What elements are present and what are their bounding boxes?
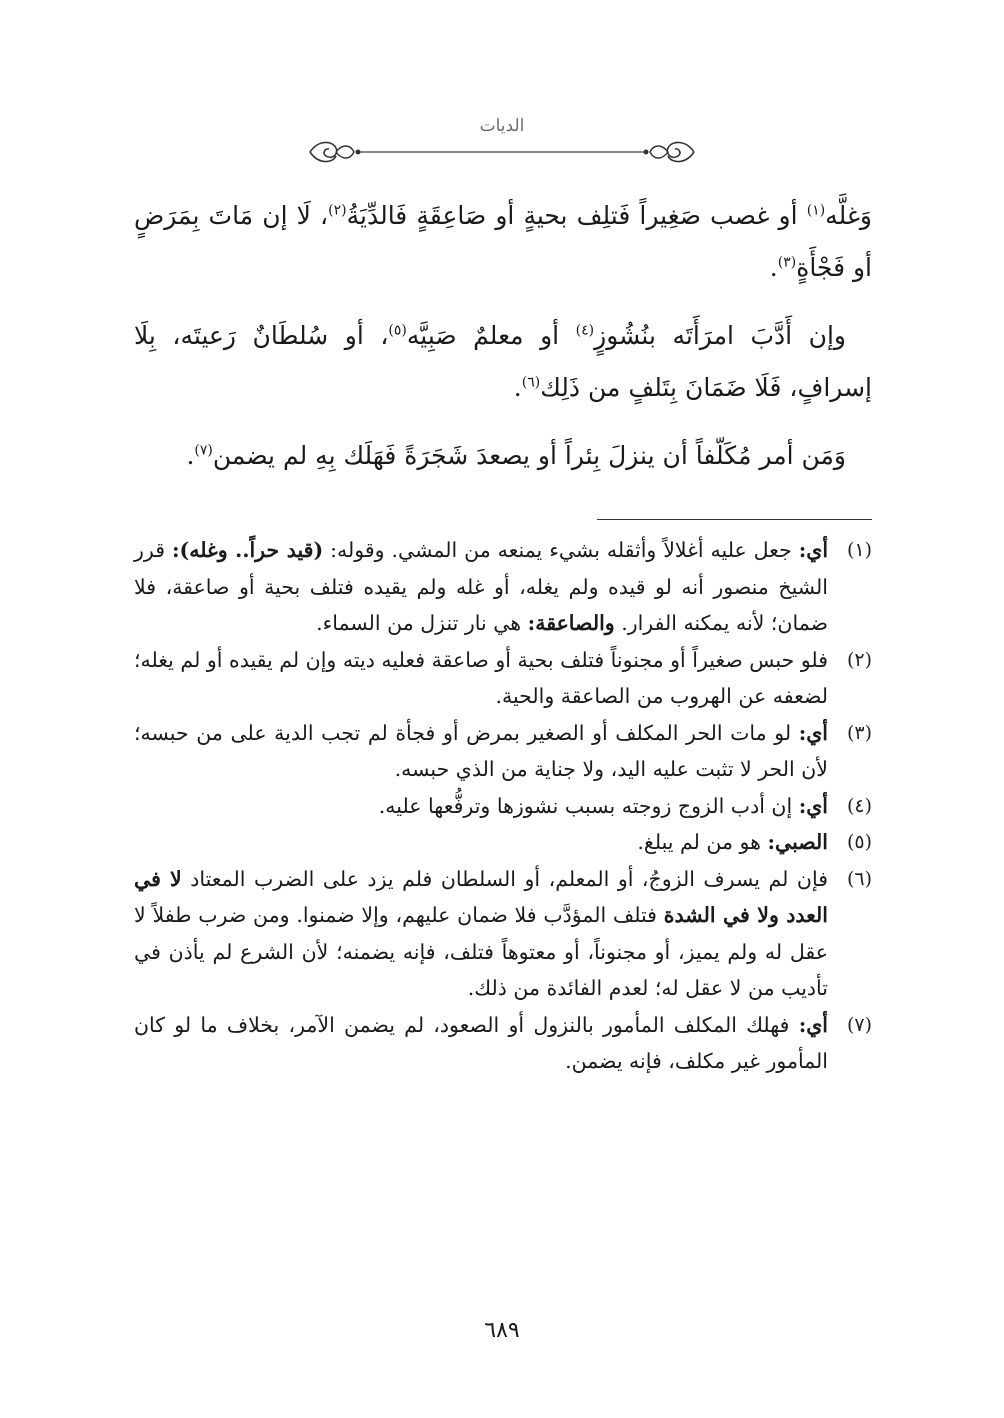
footnote-1: (١) أي: جعل عليه أغلالاً وأثقله بشيء يمنعه من المشي. وقوله: (قيد حراً.. وغله): قرر الشيخ منصور أنه لو قيده ولم يغله، أو غله ولم يقيده فتلف بحية أو صاعقة، فلا ضمان؛ لأنه يمكنه الفرار. والصاعقة: هي نار تنزل من السماء. <box>134 532 872 642</box>
main-paragraph-1: وَغلَّه$^{(١)}$ أو غصب صَغِيراً فَتلِف بحيةٍ أو صَاعِقَةٍ فَالدِّيَةُ$^{(٢)}$، لَا إن مَاتَ بِمَرَضٍ أو فَجْأَةٍ$^{(٣)}$. <box>134 201 872 282</box>
footnote-ref-1[interactable]: (١) <box>806 202 826 219</box>
page-number: ٦٨٩ <box>484 1318 520 1343</box>
footnote-4: (٤) أي: إن أدب الزوج زوجته بسبب نشوزها وترفُّعها عليه. <box>134 788 872 825</box>
footnote-number: (٦) <box>846 867 872 890</box>
footnote-ref-7[interactable]: (٧) <box>194 442 213 459</box>
footnote-ref-6[interactable]: (٦) <box>521 374 541 391</box>
footnote-number: (٣) <box>846 721 872 744</box>
footnote-ref-5[interactable]: (٥) <box>388 322 407 339</box>
main-paragraph-2: وإن أَدَّبَ امرَأَتَه بنُشُوزٍ$^{(٤)}$ أو معلمٌ صَبِيَّه$^{(٥)}$، أو سُلطَانٌ رَعيتَه، بِلَا إسرافٍ، فَلَا ضَمَانَ بِتَلفٍ من ذَلِك$^{(٦)}$. <box>134 321 872 402</box>
footnotes <box>134 532 872 1080</box>
footnote-number: (٢) <box>846 648 872 671</box>
header-ornament <box>302 134 702 170</box>
footnote-7: (٧) أي: فهلك المكلف المأمور بالنزول أو الصعود، لم يضمن الآمر، بخلاف ما لو كان المأمور غير مكلف، فإنه يضمن. <box>134 1007 872 1080</box>
footnote-2: (٢) فلو حبس صغيراً أو مجنوناً فتلف بحية أو صاعقة فعليه ديته وإن لم يقيده أو لم يغله؛ لضعفه عن الهروب من الصاعقة والحية. <box>134 642 872 715</box>
footnote-separator <box>597 519 872 520</box>
main-paragraph-3: وَمَن أمر مُكَلّفاً أن ينزلَ بِئراً أو يصعدَ شَجَرَةً فَهَلَك بِهِ لم يضمن$^{(٧)}$. <box>186 441 846 470</box>
footnote-number: (٧) <box>846 1013 872 1036</box>
footnote-ref-2[interactable]: (٢) <box>328 202 347 219</box>
running-title: الديات <box>479 116 525 136</box>
footnote-number: (٤) <box>846 794 872 817</box>
footnote-number: (١) <box>846 539 872 561</box>
footnote-ref-4[interactable]: (٤) <box>575 322 595 339</box>
footnote-5: (٥) الصبي: هو من لم يبلغ. <box>134 824 872 861</box>
footnote-6: (٦) فإن لم يسرف الزوجُ، أو المعلم، أو السلطان فلم يزد على الضرب المعتاد لا في العدد ولا في الشدة فتلف المؤدَّب فلا ضمان عليهم، وإلا ضمنوا. ومن ضرب طفلاً لا عقل له ولم يميز، أو مجنوناً، أو معتوهاً فتلف، فإنه يضمنه؛ لأن الشرع لم يأذن في تأديب من لا عقل له؛ لعدم الفائدة من ذلك. <box>134 861 872 1007</box>
footnote-3: (٣) أي: لو مات الحر المكلف أو الصغير بمرض أو فجأة لم تجب الدية على من حبسه؛ لأن الحر لا تثبت عليه اليد، ولا جناية من الذي حبسه. <box>134 715 872 788</box>
footnote-number: (٥) <box>846 831 872 853</box>
footnote-ref-3[interactable]: (٣) <box>777 254 797 271</box>
main-text <box>134 190 872 498</box>
